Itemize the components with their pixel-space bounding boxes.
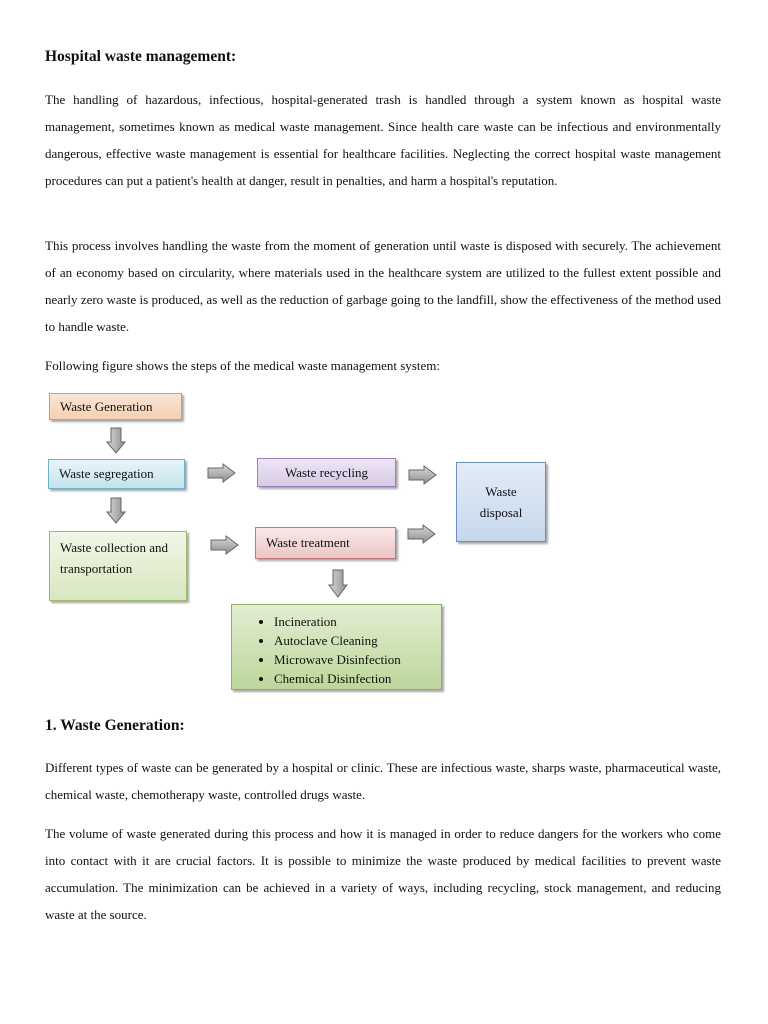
process-paragraph: This process involves handling the waste from the moment of generation until waste is disposed with securely. The achievement of an economy based on circularity, where materials used in the healthcare system are utilized to the fullest extent possible and nearly zero waste is produced, as well as the reduction of garbage going to the landfill, show the effectiveness of the method used to handle waste.	[45, 238, 721, 334]
right-arrow-icon	[207, 463, 237, 483]
figure-caption: Following figure shows the steps of the medical waste management system:	[45, 358, 440, 373]
box-waste-disposal-label: Waste disposal	[479, 484, 523, 520]
treatment-methods-list	[232, 612, 441, 688]
down-arrow-icon	[106, 427, 126, 455]
right-arrow-icon	[408, 465, 438, 485]
right-arrow-icon	[210, 535, 240, 555]
list-item: • Autoclave Cleaning	[274, 631, 441, 650]
list-item: • Microwave Disinfection	[274, 650, 441, 669]
list-item: • Chemical Disinfection	[274, 669, 441, 688]
box-waste-disposal	[456, 462, 546, 542]
box-waste-treatment: Waste treatment	[255, 527, 396, 559]
box-waste-collection: Waste collection and transportation	[49, 531, 187, 601]
box-treatment-methods	[231, 604, 442, 690]
down-arrow-icon	[106, 497, 126, 525]
box-waste-recycling: Waste recycling	[257, 458, 396, 487]
waste-volume-paragraph: The volume of waste generated during this process and how it is managed in order to reduce dangers for the workers who come into contact with it are crucial factors. It is possible to minimize the waste produced by medical facilities to prevent waste accumulation. The minimization can be achieved in a variety of ways, including recycling, stock management, and reducing waste at the source.	[45, 826, 721, 922]
down-arrow-icon	[328, 569, 348, 599]
box-waste-generation: Waste Generation	[49, 393, 182, 420]
list-item: • Incineration	[274, 612, 441, 631]
box-waste-segregation: Waste segregation	[48, 459, 185, 489]
section-heading-waste-generation: 1. Waste Generation:	[45, 717, 185, 734]
intro-paragraph: The handling of hazardous, infectious, hospital-generated trash is handled through a system known as hospital waste management, sometimes known as medical waste management. Since health care waste can be infectious and environmentally dangerous, effective waste management is essential for healthcare facilities. Neglecting the correct hospital waste management procedures can put a patient's health at danger, result in penalties, and harm a hospital's reputation.	[45, 92, 721, 188]
waste-types-paragraph: Different types of waste can be generated by a hospital or clinic. These are infectious waste, sharps waste, pharmaceutical waste, chemical waste, chemotherapy waste, controlled drugs waste.	[45, 760, 721, 802]
right-arrow-icon	[407, 524, 437, 544]
section-heading-hospital-waste: Hospital waste management:	[45, 48, 237, 65]
